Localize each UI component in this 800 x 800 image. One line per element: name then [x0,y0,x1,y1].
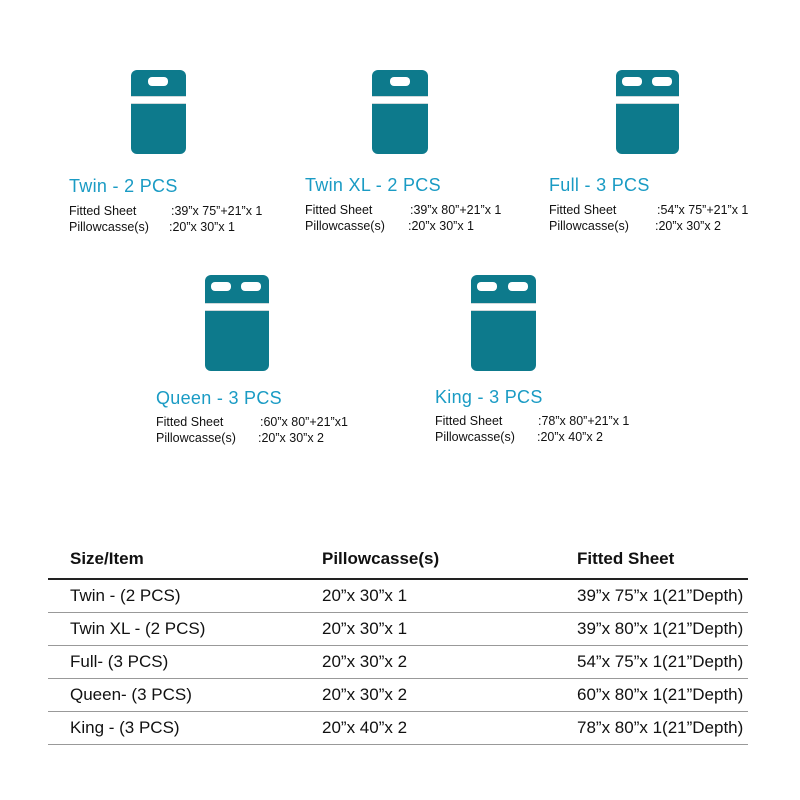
bed-icon-twin-xl [372,70,428,154]
cell-size: Queen- (3 PCS) [48,679,280,712]
cell-fitted-sheet: 39”x 75”x 1(21”Depth) [537,579,748,613]
cell-pillowcase: 20”x 40”x 2 [280,712,537,745]
cell-fitted-sheet: 78”x 80”x 1(21”Depth) [537,712,748,745]
spec-label: Pillowcasse(s) [549,219,629,233]
card-title-king: King - 3 PCS [435,387,543,407]
cell-fitted-sheet: 39”x 80”x 1(21”Depth) [537,613,748,646]
spec-value: :20”x 30”x 2 [655,219,722,233]
sheet-band [616,96,679,104]
card-title-full: Full - 3 PCS [549,175,650,195]
cell-size: King - (3 PCS) [48,712,280,745]
bed-icon-full [616,70,679,154]
table-row [48,679,748,712]
spec-value: :60”x 80”+21”x1 [260,415,348,429]
spec-label: Fitted Sheet [549,203,617,217]
cell-pillowcase: 20”x 30”x 2 [280,646,537,679]
cell-size: Full- (3 PCS) [48,646,280,679]
spec-value: :78”x 80”+21”x 1 [538,414,630,428]
spec-value: :20”x 30”x 1 [408,219,475,233]
pillow-icon [148,77,168,86]
card-title-twin: Twin - 2 PCS [69,176,178,196]
size-table [48,540,748,745]
spec-value: :54”x 75”+21”x 1 [657,203,749,217]
cell-fitted-sheet: 60”x 80”x 1(21”Depth) [537,679,748,712]
sheet-band [471,303,536,311]
table-row [48,646,748,679]
cell-size: Twin XL - (2 PCS) [48,613,280,646]
cell-size: Twin - (2 PCS) [48,579,280,613]
spec-label: Pillowcasse(s) [435,430,515,444]
cell-pillowcase: 20”x 30”x 1 [280,579,537,613]
header-fitted-sheet: Fitted Sheet [577,549,675,568]
pillow-icon [477,282,497,291]
cell-pillowcase: 20”x 30”x 1 [280,613,537,646]
table-row [48,579,748,613]
sheet-band [372,96,428,104]
bed-icon-king [471,275,536,371]
bed-icon-queen [205,275,269,371]
table-row [48,712,748,745]
spec-label: Fitted Sheet [305,203,373,217]
cell-pillowcase: 20”x 30”x 2 [280,679,537,712]
spec-value: :39”x 80”+21”x 1 [410,203,502,217]
spec-label: Fitted Sheet [156,415,224,429]
pillow-icon [652,77,672,86]
pillow-icon [622,77,642,86]
spec-label: Pillowcasse(s) [69,220,149,234]
spec-label: Pillowcasse(s) [156,431,236,445]
card-title-queen: Queen - 3 PCS [156,388,282,408]
header-size-item: Size/Item [70,549,144,568]
pillow-icon [241,282,261,291]
card-title-twin-xl: Twin XL - 2 PCS [305,175,441,195]
bed-icon-twin [131,70,186,154]
pillow-icon [211,282,231,291]
spec-value: :20”x 40”x 2 [537,430,604,444]
cell-fitted-sheet: 54”x 75”x 1(21”Depth) [537,646,748,679]
pillow-icon [390,77,410,86]
spec-label: Fitted Sheet [69,204,137,218]
spec-label: Fitted Sheet [435,414,503,428]
sheet-band [205,303,269,311]
spec-value: :39”x 75”+21”x 1 [171,204,263,218]
pillow-icon [508,282,528,291]
sheet-band [131,96,186,104]
spec-label: Pillowcasse(s) [305,219,385,233]
spec-value: :20”x 30”x 2 [258,431,325,445]
header-pillowcase: Pillowcasse(s) [322,549,440,568]
table-header-row [48,540,748,579]
table-row [48,613,748,646]
spec-value: :20”x 30”x 1 [169,220,236,234]
